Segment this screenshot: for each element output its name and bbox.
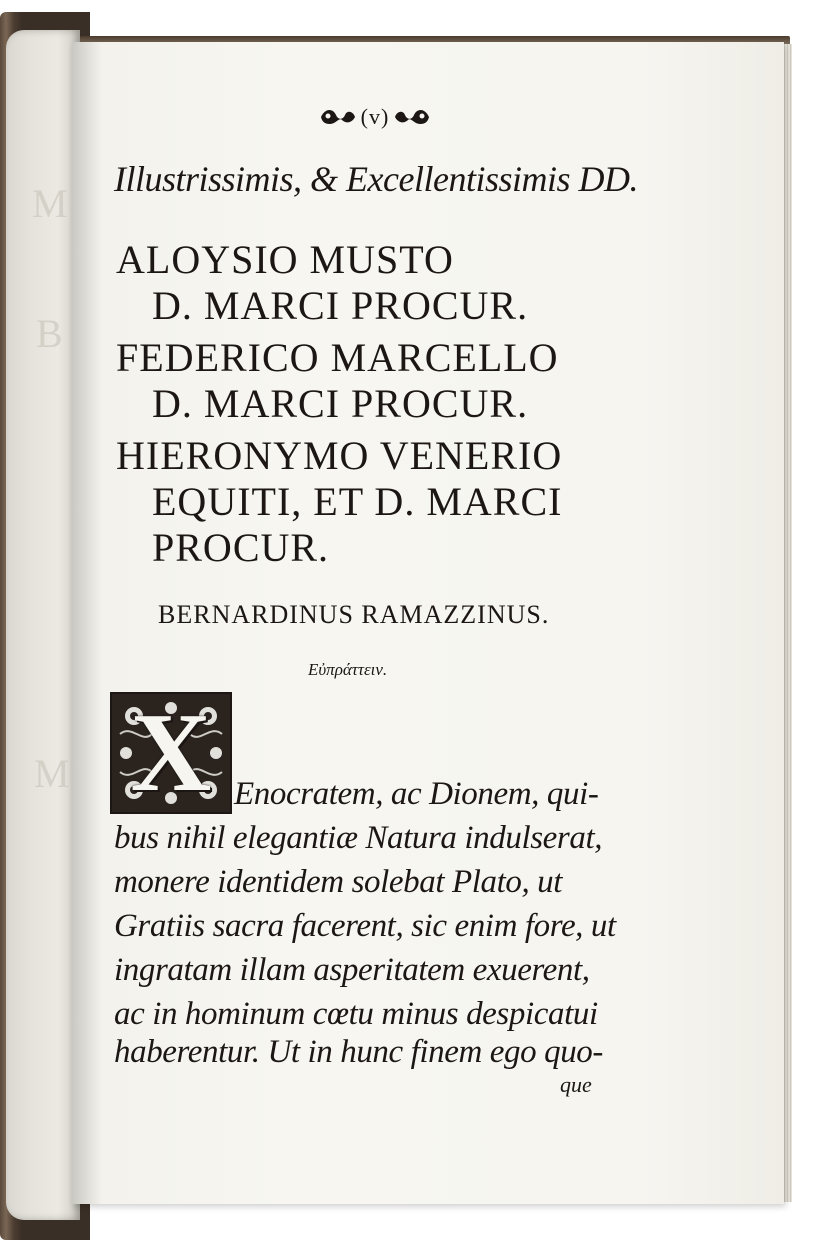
greek-greeting: Εὐπράττειν.	[308, 660, 388, 679]
left-page	[6, 30, 80, 1220]
right-ornament-icon	[393, 106, 431, 128]
dedicatee-name: ALOYSIO MUSTO	[116, 237, 454, 282]
catchword: que	[560, 1072, 592, 1097]
body-line: haberentur. Ut in hunc finem ego quo-	[114, 1034, 603, 1070]
left-page-bleed: B	[36, 311, 63, 356]
dedicatee-title: D. MARCI PROCUR.	[152, 283, 529, 328]
body-line: Enocratem, ac Dionem, qui-	[234, 776, 599, 812]
left-page-bleed: M	[32, 181, 68, 226]
gutter-shadow	[72, 42, 102, 1204]
signer: BERNARDINUS RAMAZZINUS.	[158, 600, 550, 629]
dedicatee-name: HIERONYMO VENERIO	[116, 433, 563, 478]
body-line: ac in hominum cœtu minus despicatui	[114, 996, 598, 1032]
dedicatee-title: D. MARCI PROCUR.	[152, 381, 529, 426]
left-page-bleed: M	[34, 751, 70, 796]
dedicatee-name: FEDERICO MARCELLO	[116, 335, 559, 380]
body-line: monere identidem solebat Plato, ut	[114, 864, 563, 900]
body-line: Gratiis sacra facerent, sic enim fore, ut	[114, 908, 616, 944]
dedicatee-title: PROCUR.	[152, 525, 330, 570]
body-line: ingratam illam asperitatem exuerent,	[114, 952, 590, 988]
dedicatee-title: EQUITI, ET D. MARCI	[152, 479, 563, 524]
page-header	[300, 100, 450, 134]
page-number: (v)	[360, 104, 390, 129]
decorated-initial	[110, 692, 232, 814]
left-ornament-icon	[319, 106, 357, 128]
body-line: bus nihil elegantiæ Natura indulserat,	[114, 820, 603, 856]
initial-letter: X	[130, 691, 212, 815]
dedication-line: Illustrissimis, & Excellentissimis DD.	[114, 159, 638, 199]
